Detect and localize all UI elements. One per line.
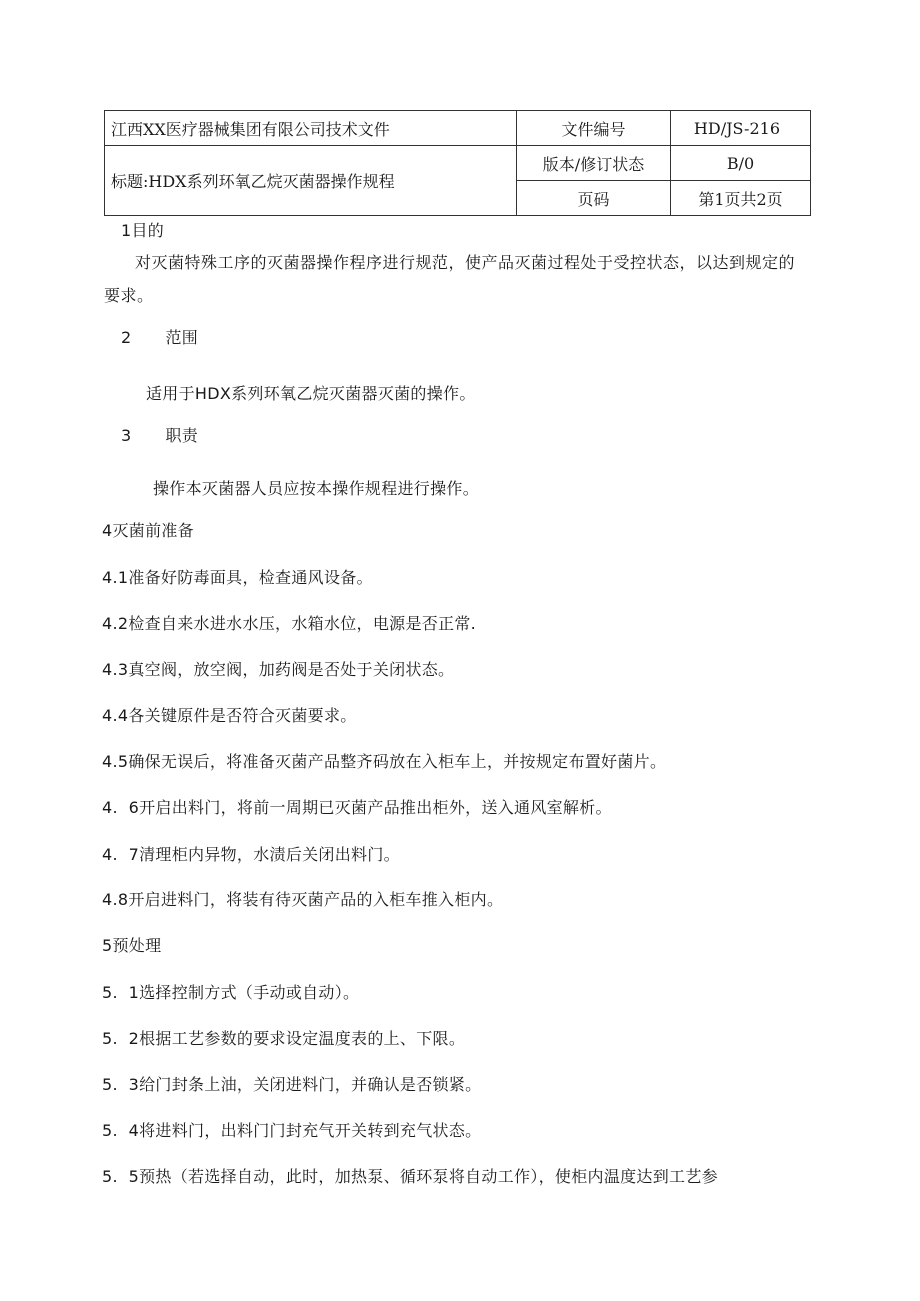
list-item: 5. 4将进料门，出料门门封充气开关转到充气状态。: [102, 1121, 482, 1140]
list-item: 4.5确保无误后，将准备灭菌产品整齐码放在入柜车上，并按规定布置好菌片。: [102, 752, 667, 771]
section-2-number: 2: [121, 328, 132, 347]
list-item: 4.3真空阀，放空阀，加药阀是否处于关闭状态。: [102, 660, 455, 679]
section-3-heading: 职责: [165, 426, 199, 445]
doc-number-label: 文件编号: [517, 111, 671, 146]
section-3-heading-row: [121, 426, 198, 446]
version-value: B/0: [671, 146, 811, 181]
version-label: 版本/修订状态: [517, 146, 671, 181]
doc-number-value: HD/JS-216: [671, 111, 811, 146]
section-3-body: 操作本灭菌器人员应按本操作规程进行操作。: [153, 479, 480, 498]
list-item: 5. 3给门封条上油，关闭进料门，并确认是否锁紧。: [102, 1075, 482, 1094]
page-value: 第1页共2页: [671, 181, 811, 216]
section-1-heading: 1目的: [121, 221, 165, 240]
section-5-heading: 5预处理: [102, 936, 162, 955]
list-item: 5. 5预热（若选择自动，此时，加热泵、循环泵将自动工作），使柜内温度达到工艺参: [102, 1167, 718, 1186]
list-item: 4. 7清理柜内异物，水渍后关闭出料门。: [102, 845, 400, 864]
section-2-heading: 范围: [165, 328, 199, 347]
document-title: 标题:HDX系列环氧乙烷灭菌器操作规程: [105, 146, 517, 216]
company-name: 江西XX医疗器械集团有限公司技术文件: [105, 111, 517, 146]
document-header-table: [104, 110, 811, 216]
section-2-heading-row: [121, 328, 198, 348]
section-1-body: 对灭菌特殊工序的灭菌器操作程序进行规范，使产品灭菌过程处于受控状态，以达到规定的要求。: [104, 253, 796, 305]
list-item: 4.1准备好防毒面具，检查通风设备。: [102, 568, 373, 587]
section-4-heading: 4灭菌前准备: [102, 521, 194, 540]
list-item: 4.4各关键原件是否符合灭菌要求。: [102, 706, 357, 725]
page-label: 页码: [517, 181, 671, 216]
list-item: 4.8开启进料门，将装有待灭菌产品的入柜车推入柜内。: [102, 890, 504, 909]
list-item: 5. 2根据工艺参数的要求设定温度表的上、下限。: [102, 1029, 466, 1048]
section-2-body: 适用于HDX系列环氧乙烷灭菌器灭菌的操作。: [146, 384, 476, 403]
list-item: 5. 1选择控制方式（手动或自动）。: [102, 983, 360, 1002]
list-item: 4. 6开启出料门，将前一周期已灭菌产品推出柜外，送入通风室解析。: [102, 798, 612, 817]
section-3-number: 3: [121, 426, 132, 445]
list-item: 4.2检查自来水进水水压，水箱水位，电源是否正常.: [102, 614, 477, 633]
